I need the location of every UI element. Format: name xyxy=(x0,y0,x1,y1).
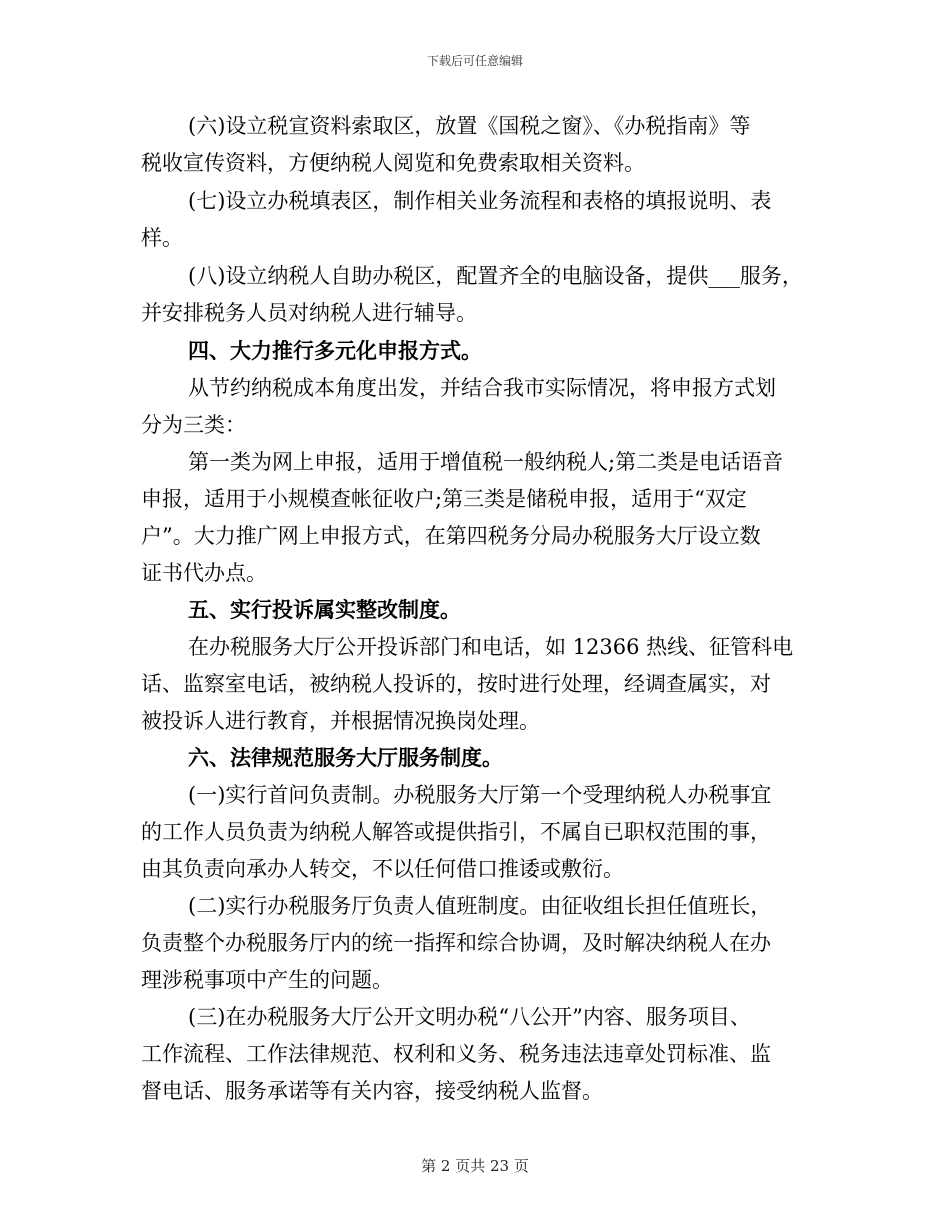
text-line: 分为三类： xyxy=(141,413,246,437)
text-line: 税收宣传资料，方便纳税人阅览和免费索取相关资料。 xyxy=(141,151,645,175)
section-heading: 五、实行投诉属实整改制度。 xyxy=(188,597,461,622)
text-line: 理涉税事项中产生的问题。 xyxy=(141,968,393,992)
text-line: 申报，适用于小规模查帐征收户;第三类是储税申报，适用于“双定 xyxy=(141,487,747,511)
text-line: 在办税服务大厅公开投诉部门和电话，如 12366 热线、征管科电 xyxy=(188,635,794,659)
text-line: 证书代办点。 xyxy=(141,561,267,585)
text-line: 第一类为网上申报，适用于增值税一般纳税人;第二类是电话语音 xyxy=(188,450,784,474)
page-footer: 第 2 页共 23 页 xyxy=(421,1157,529,1175)
text-line: (一)实行首问负责制。办税服务大厅第一个受理纳税人办税事宜 xyxy=(188,783,772,807)
text-line: 样。 xyxy=(141,226,183,250)
text-line: 督电话、服务承诺等有关内容，接受纳税人监督。 xyxy=(141,1079,603,1103)
text-line: (六)设立税宣资料索取区，放置《国税之窗》、《办税指南》等 xyxy=(188,114,751,138)
text-line: (七)设立办税填表区，制作相关业务流程和表格的填报说明、表 xyxy=(188,189,772,213)
text-line: 户”。大力推广网上申报方式，在第四税务分局办税服务大厅设立数 xyxy=(141,524,761,548)
text-line: 从节约纳税成本角度出发，并结合我市实际情况，将申报方式划 xyxy=(188,376,776,400)
section-heading: 四、大力推行多元化申报方式。 xyxy=(188,338,482,363)
section-heading: 六、法律规范服务大厅服务制度。 xyxy=(188,745,503,770)
text-line: 工作流程、工作法律规范、权利和义务、税务违法违章处罚标准、监 xyxy=(141,1042,771,1066)
text-line: (三)在办税服务大厅公开文明办税“八公开”内容、服务项目、 xyxy=(188,1005,751,1029)
text-line: 的工作人员负责为纳税人解答或提供指引，不属自已职权范围的事， xyxy=(141,820,771,844)
page-header: 下载后可任意编辑 xyxy=(426,54,523,68)
text-line: 负责整个办税服务厅内的统一指挥和综合协调，及时解决纳税人在办 xyxy=(141,931,771,955)
text-line: (二)实行办税服务厅负责人值班制度。由征收组长担任值班长， xyxy=(188,894,772,918)
text-line: 并安排税务人员对纳税人进行辅导。 xyxy=(141,301,477,325)
text-line: 被投诉人进行教育，并根据情况换岗处理。 xyxy=(141,709,540,733)
text-line: 话、监察室电话，被纳税人投诉的，按时进行处理，经调查属实，对 xyxy=(141,672,771,696)
text-line: (八)设立纳税人自助办税区，配置齐全的电脑设备，提供___服务， xyxy=(188,264,803,288)
text-line: 由其负责向承办人转交，不以任何借口推诿或敷衍。 xyxy=(141,857,624,881)
